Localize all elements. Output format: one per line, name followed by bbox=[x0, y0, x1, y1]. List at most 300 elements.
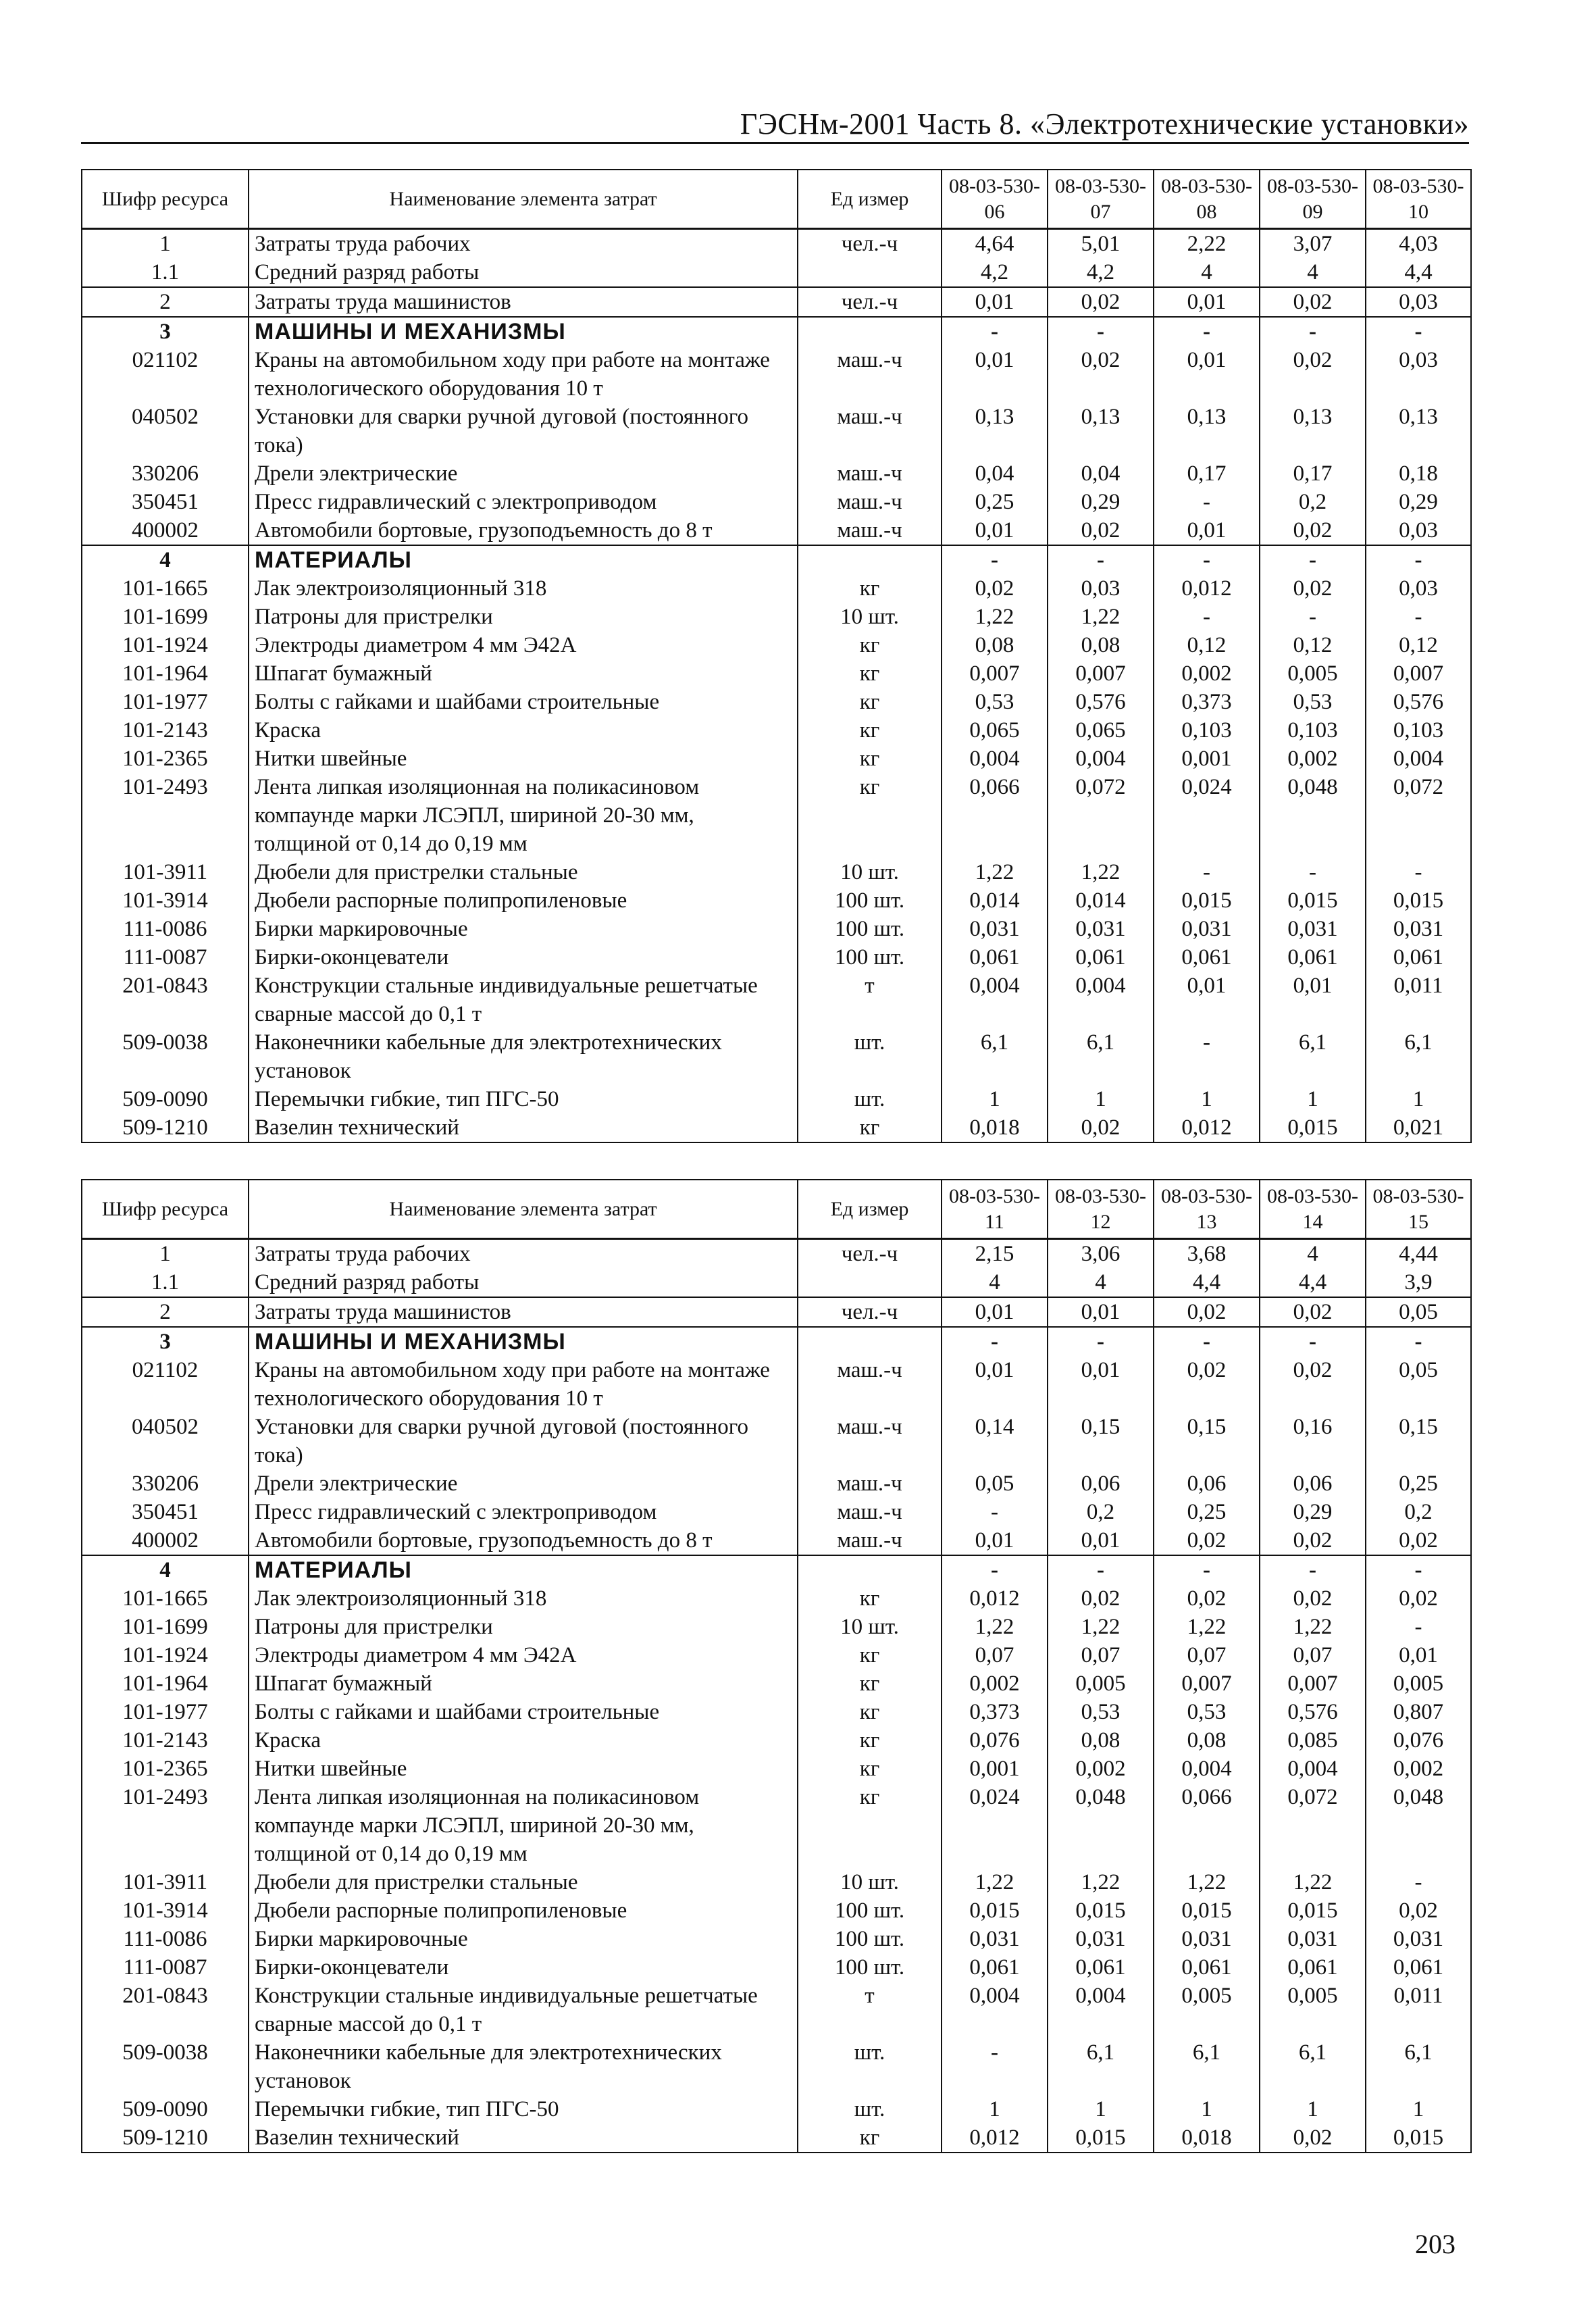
norm-code-header: 08-03-530-09 bbox=[1260, 170, 1366, 229]
norm-value: 0,072 bbox=[1260, 1783, 1366, 1868]
norm-value: 0,015 bbox=[1154, 886, 1260, 915]
unit: 10 шт. bbox=[798, 1868, 942, 1896]
norm-value: - bbox=[1260, 317, 1366, 346]
resource-code: 021102 bbox=[82, 346, 249, 403]
cost-element-name: Вазелин технический bbox=[249, 1113, 798, 1142]
norm-value: 0,048 bbox=[1260, 773, 1366, 858]
norm-value: 0,031 bbox=[1048, 915, 1154, 943]
resource-code: 330206 bbox=[82, 459, 249, 488]
norm-value: 0,011 bbox=[1366, 1982, 1471, 2038]
norm-value: 0,02 bbox=[1260, 1356, 1366, 1413]
norm-value: 0,13 bbox=[1366, 403, 1471, 459]
norm-value: - bbox=[1260, 545, 1366, 574]
cost-element-name: Нитки швейные bbox=[249, 1755, 798, 1783]
norm-value: 0,576 bbox=[1048, 688, 1154, 716]
norm-value: 0,02 bbox=[1260, 1526, 1366, 1555]
norm-value: 0,072 bbox=[1048, 773, 1154, 858]
unit: т bbox=[798, 1982, 942, 2038]
norm-value: 0,13 bbox=[1048, 403, 1154, 459]
cost-element-name: Лента липкая изоляционная на поликасиновом компаунде марки ЛСЭПЛ, шириной 20-30 мм, толщиной от 0,14 до 0,19 мм bbox=[249, 773, 798, 858]
unit: маш.-ч bbox=[798, 1413, 942, 1469]
norm-value: 0,373 bbox=[942, 1698, 1048, 1726]
norm-value: 0,002 bbox=[1366, 1755, 1471, 1783]
norm-value: 0,012 bbox=[1154, 574, 1260, 603]
cost-element-name: Болты с гайками и шайбами строительные bbox=[249, 1698, 798, 1726]
unit: маш.-ч bbox=[798, 403, 942, 459]
cost-element-name: Наконечники кабельные для электротехнических установок bbox=[249, 2038, 798, 2095]
norm-value: 1,22 bbox=[1260, 1613, 1366, 1641]
norm-value: 0,018 bbox=[1154, 2123, 1260, 2153]
norm-value: 0,012 bbox=[1154, 1113, 1260, 1142]
norm-value: 0,2 bbox=[1366, 1498, 1471, 1526]
norm-code-header: 08-03-530-13 bbox=[1154, 1180, 1260, 1239]
cost-element-name: Электроды диаметром 4 мм Э42А bbox=[249, 631, 798, 659]
norm-value: 0,25 bbox=[1366, 1469, 1471, 1498]
cost-element-name: Средний разряд работы bbox=[249, 1268, 798, 1297]
header-title: ГЭСНм-2001 Часть 8. «Электротехнические установки» bbox=[740, 107, 1469, 141]
norm-value: 0,2 bbox=[1260, 488, 1366, 516]
norm-value: 0,12 bbox=[1260, 631, 1366, 659]
table-row bbox=[82, 943, 1471, 972]
norm-value: - bbox=[1154, 603, 1260, 631]
unit: кг bbox=[798, 1113, 942, 1142]
table-row bbox=[82, 1085, 1471, 1113]
norm-value: - bbox=[1260, 858, 1366, 886]
norm-value: 0,04 bbox=[1048, 459, 1154, 488]
norm-value: 0,061 bbox=[1260, 1953, 1366, 1982]
cost-element-name: Краны на автомобильном ходу при работе на монтаже технологического оборудования 10 т bbox=[249, 1356, 798, 1413]
norm-value: 0,29 bbox=[1366, 488, 1471, 516]
resource-code: 2 bbox=[82, 287, 249, 317]
norm-value: - bbox=[942, 2038, 1048, 2095]
norm-value: 0,01 bbox=[942, 1297, 1048, 1327]
unit bbox=[798, 258, 942, 287]
norm-value: - bbox=[1048, 545, 1154, 574]
norm-value: 4 bbox=[1154, 258, 1260, 287]
norm-value: 0,29 bbox=[1260, 1498, 1366, 1526]
norm-value: 0,01 bbox=[942, 1356, 1048, 1413]
cost-element-name: Конструкции стальные индивидуальные решетчатые сварные массой до 0,1 т bbox=[249, 972, 798, 1028]
norm-value: 0,02 bbox=[1154, 1297, 1260, 1327]
norm-value: 6,1 bbox=[1260, 2038, 1366, 2095]
norm-value: 0,03 bbox=[1366, 516, 1471, 545]
norm-value: 4,2 bbox=[1048, 258, 1154, 287]
cost-element-name: МАШИНЫ И МЕХАНИЗМЫ bbox=[249, 317, 798, 346]
norm-value: 3,68 bbox=[1154, 1239, 1260, 1269]
norm-value: - bbox=[942, 1498, 1048, 1526]
table-row bbox=[82, 631, 1471, 659]
unit: маш.-ч bbox=[798, 346, 942, 403]
norm-table-1 bbox=[81, 169, 1472, 1143]
norm-value: 0,18 bbox=[1366, 459, 1471, 488]
norm-value: 0,02 bbox=[1154, 1356, 1260, 1413]
norm-value: 0,031 bbox=[1366, 1925, 1471, 1953]
norm-value: 0,002 bbox=[1260, 745, 1366, 773]
unit: 10 шт. bbox=[798, 1613, 942, 1641]
unit: кг bbox=[798, 1783, 942, 1868]
code-header: Шифр ресурса bbox=[82, 1180, 249, 1239]
norm-code-header: 08-03-530-06 bbox=[942, 170, 1048, 229]
table-row bbox=[82, 858, 1471, 886]
norm-value: 4,4 bbox=[1260, 1268, 1366, 1297]
norm-value: 0,061 bbox=[1366, 943, 1471, 972]
norm-value: 0,048 bbox=[1366, 1783, 1471, 1868]
unit bbox=[798, 545, 942, 574]
unit bbox=[798, 1555, 942, 1584]
unit: 100 шт. bbox=[798, 886, 942, 915]
resource-code: 201-0843 bbox=[82, 972, 249, 1028]
norm-value: 0,085 bbox=[1260, 1726, 1366, 1755]
table-row bbox=[82, 1925, 1471, 1953]
cost-element-name: Краска bbox=[249, 1726, 798, 1755]
norm-value: 0,01 bbox=[1366, 1641, 1471, 1669]
norm-value: 0,07 bbox=[1048, 1641, 1154, 1669]
norm-value: 6,1 bbox=[942, 1028, 1048, 1085]
table-row bbox=[82, 1113, 1471, 1142]
norm-value: 0,004 bbox=[1366, 745, 1471, 773]
norm-value: 1 bbox=[942, 1085, 1048, 1113]
resource-code: 330206 bbox=[82, 1469, 249, 1498]
norm-value: - bbox=[1366, 1327, 1471, 1356]
section-row bbox=[82, 1555, 1471, 1584]
norm-value: 0,02 bbox=[1154, 1526, 1260, 1555]
norm-value: 0,07 bbox=[1260, 1641, 1366, 1669]
norm-value: 6,1 bbox=[1154, 2038, 1260, 2095]
table-row bbox=[82, 1641, 1471, 1669]
resource-code: 021102 bbox=[82, 1356, 249, 1413]
norm-value: 1 bbox=[1260, 1085, 1366, 1113]
unit: 100 шт. bbox=[798, 1896, 942, 1925]
resource-code: 1 bbox=[82, 1239, 249, 1269]
norm-value: 0,05 bbox=[1366, 1356, 1471, 1413]
norm-value: 3,9 bbox=[1366, 1268, 1471, 1297]
norm-value: 0,015 bbox=[1366, 2123, 1471, 2153]
name-header: Наименование элемента затрат bbox=[249, 170, 798, 229]
norm-value: - bbox=[942, 545, 1048, 574]
cost-element-name: Лак электроизоляционный 318 bbox=[249, 1584, 798, 1613]
norm-value: 1 bbox=[1154, 1085, 1260, 1113]
norm-value: 0,2 bbox=[1048, 1498, 1154, 1526]
norm-value: 1 bbox=[1260, 2095, 1366, 2123]
norm-value: 0,15 bbox=[1154, 1413, 1260, 1469]
norm-value: 0,002 bbox=[1154, 659, 1260, 688]
resource-code: 040502 bbox=[82, 403, 249, 459]
resource-code: 509-1210 bbox=[82, 2123, 249, 2153]
norm-value: 0,02 bbox=[1260, 1584, 1366, 1613]
norm-value: 0,01 bbox=[1154, 972, 1260, 1028]
norm-value: 0,01 bbox=[1154, 346, 1260, 403]
unit: маш.-ч bbox=[798, 1469, 942, 1498]
norm-value: 0,12 bbox=[1366, 631, 1471, 659]
unit bbox=[798, 317, 942, 346]
norm-value: 1,22 bbox=[1154, 1868, 1260, 1896]
norm-value: 0,576 bbox=[1260, 1698, 1366, 1726]
norm-value: 0,061 bbox=[942, 1953, 1048, 1982]
cost-element-name: Вазелин технический bbox=[249, 2123, 798, 2153]
norm-value: 0,066 bbox=[942, 773, 1048, 858]
norm-value: 4,64 bbox=[942, 229, 1048, 259]
unit: кг bbox=[798, 773, 942, 858]
norm-value: 0,02 bbox=[1154, 1584, 1260, 1613]
norm-value: 0,011 bbox=[1366, 972, 1471, 1028]
norm-value: - bbox=[1154, 488, 1260, 516]
table-row bbox=[82, 574, 1471, 603]
table-row bbox=[82, 1297, 1471, 1327]
norm-value: 0,01 bbox=[1154, 516, 1260, 545]
norm-value: 0,01 bbox=[1048, 1526, 1154, 1555]
norm-value: 0,01 bbox=[942, 1526, 1048, 1555]
cost-element-name: Затраты труда машинистов bbox=[249, 1297, 798, 1327]
norm-code-header: 08-03-530-10 bbox=[1366, 170, 1471, 229]
table-row bbox=[82, 516, 1471, 545]
norm-value: 4 bbox=[1260, 258, 1366, 287]
resource-code: 400002 bbox=[82, 1526, 249, 1555]
norm-value: 1,22 bbox=[1048, 858, 1154, 886]
resource-code: 111-0086 bbox=[82, 1925, 249, 1953]
cost-element-name: Шпагат бумажный bbox=[249, 659, 798, 688]
norm-value: 0,015 bbox=[1260, 886, 1366, 915]
norm-value: 4,4 bbox=[1366, 258, 1471, 287]
unit bbox=[798, 1268, 942, 1297]
norm-value: - bbox=[1366, 1555, 1471, 1584]
norm-value: 0,061 bbox=[1048, 943, 1154, 972]
norm-value: 0,53 bbox=[1154, 1698, 1260, 1726]
unit: маш.-ч bbox=[798, 1526, 942, 1555]
cost-element-name: Патроны для пристрелки bbox=[249, 603, 798, 631]
norm-code-header: 08-03-530-15 bbox=[1366, 1180, 1471, 1239]
norm-value: 0,012 bbox=[942, 2123, 1048, 2153]
norm-value: 0,25 bbox=[942, 488, 1048, 516]
cost-element-name: Дюбели для пристрелки стальные bbox=[249, 1868, 798, 1896]
norm-value: 0,004 bbox=[942, 972, 1048, 1028]
cost-element-name: Бирки-оконцеватели bbox=[249, 943, 798, 972]
norm-value: 0,29 bbox=[1048, 488, 1154, 516]
norm-value: 0,066 bbox=[1154, 1783, 1260, 1868]
norm-value: 1 bbox=[1048, 2095, 1154, 2123]
norm-value: 0,15 bbox=[1366, 1413, 1471, 1469]
unit: чел.-ч bbox=[798, 287, 942, 317]
norm-value: 1,22 bbox=[942, 858, 1048, 886]
norm-value: 4 bbox=[1260, 1239, 1366, 1269]
header-row bbox=[82, 170, 1471, 229]
norm-value: 0,007 bbox=[1048, 659, 1154, 688]
norm-value: 0,04 bbox=[942, 459, 1048, 488]
norm-value: 0,061 bbox=[1154, 943, 1260, 972]
norm-value: - bbox=[942, 1327, 1048, 1356]
resource-code: 101-1924 bbox=[82, 1641, 249, 1669]
norm-value: 4,44 bbox=[1366, 1239, 1471, 1269]
unit: кг bbox=[798, 1641, 942, 1669]
resource-code: 101-1964 bbox=[82, 659, 249, 688]
unit-header: Ед измер bbox=[798, 170, 942, 229]
resource-code: 111-0086 bbox=[82, 915, 249, 943]
norm-value: 0,004 bbox=[942, 1982, 1048, 2038]
norm-value: - bbox=[1048, 317, 1154, 346]
unit: кг bbox=[798, 745, 942, 773]
cost-element-name: Средний разряд работы bbox=[249, 258, 798, 287]
resource-code: 509-1210 bbox=[82, 1113, 249, 1142]
norm-value: 0,16 bbox=[1260, 1413, 1366, 1469]
norm-value: 0,004 bbox=[942, 745, 1048, 773]
norm-value: 1,22 bbox=[942, 603, 1048, 631]
norm-value: - bbox=[1154, 1555, 1260, 1584]
resource-code: 3 bbox=[82, 317, 249, 346]
unit: 10 шт. bbox=[798, 858, 942, 886]
norm-value: 0,13 bbox=[942, 403, 1048, 459]
norm-value: 0,576 bbox=[1366, 688, 1471, 716]
norm-value: 0,005 bbox=[1048, 1669, 1154, 1698]
table-row bbox=[82, 229, 1471, 259]
table-row bbox=[82, 403, 1471, 459]
norm-value: 0,14 bbox=[942, 1413, 1048, 1469]
norm-value: - bbox=[1260, 1555, 1366, 1584]
norm-value: 0,103 bbox=[1154, 716, 1260, 745]
resource-code: 101-1977 bbox=[82, 688, 249, 716]
norm-value: 0,002 bbox=[942, 1669, 1048, 1698]
norm-value: 0,021 bbox=[1366, 1113, 1471, 1142]
norm-value: - bbox=[1048, 1327, 1154, 1356]
norm-value: 0,08 bbox=[1048, 1726, 1154, 1755]
norm-value: 0,007 bbox=[942, 659, 1048, 688]
resource-code: 101-1964 bbox=[82, 1669, 249, 1698]
table-row bbox=[82, 659, 1471, 688]
unit: маш.-ч bbox=[798, 516, 942, 545]
cost-element-name: Дюбели распорные полипропиленовые bbox=[249, 886, 798, 915]
norm-value: 0,02 bbox=[1048, 1113, 1154, 1142]
norm-value: 0,02 bbox=[1366, 1584, 1471, 1613]
table-row bbox=[82, 1498, 1471, 1526]
table-row bbox=[82, 1356, 1471, 1413]
cost-element-name: Шпагат бумажный bbox=[249, 1669, 798, 1698]
cost-element-name: МАТЕРИАЛЫ bbox=[249, 545, 798, 574]
cost-element-name: Дюбели распорные полипропиленовые bbox=[249, 1896, 798, 1925]
norm-value: 6,1 bbox=[1366, 2038, 1471, 2095]
norm-code-header: 08-03-530-11 bbox=[942, 1180, 1048, 1239]
norm-code-header: 08-03-530-08 bbox=[1154, 170, 1260, 229]
cost-element-name: Конструкции стальные индивидуальные решетчатые сварные массой до 0,1 т bbox=[249, 1982, 798, 2038]
norm-value: 4,2 bbox=[942, 258, 1048, 287]
cost-element-name: Автомобили бортовые, грузоподъемность до 8 т bbox=[249, 1526, 798, 1555]
unit: 10 шт. bbox=[798, 603, 942, 631]
norm-value: 0,001 bbox=[1154, 745, 1260, 773]
norm-value: 0,807 bbox=[1366, 1698, 1471, 1726]
table-row bbox=[82, 1268, 1471, 1297]
table-row bbox=[82, 2038, 1471, 2095]
norm-value: 0,061 bbox=[1154, 1953, 1260, 1982]
table-row bbox=[82, 1982, 1471, 2038]
name-header: Наименование элемента затрат bbox=[249, 1180, 798, 1239]
unit: шт. bbox=[798, 1028, 942, 1085]
norm-value: 0,007 bbox=[1154, 1669, 1260, 1698]
norm-value: 0,05 bbox=[942, 1469, 1048, 1498]
cost-element-name: МАТЕРИАЛЫ bbox=[249, 1555, 798, 1584]
norm-value: 0,08 bbox=[1048, 631, 1154, 659]
table-row bbox=[82, 258, 1471, 287]
norm-value: 6,1 bbox=[1260, 1028, 1366, 1085]
norm-value: 0,007 bbox=[1366, 659, 1471, 688]
norm-value: 4,4 bbox=[1154, 1268, 1260, 1297]
norm-value: 0,031 bbox=[942, 915, 1048, 943]
norm-value: - bbox=[1366, 1613, 1471, 1641]
norm-value: 0,17 bbox=[1154, 459, 1260, 488]
norm-value: 1 bbox=[1366, 2095, 1471, 2123]
table-row bbox=[82, 2095, 1471, 2123]
norm-value: 0,015 bbox=[1048, 2123, 1154, 2153]
resource-code: 2 bbox=[82, 1297, 249, 1327]
resource-code: 101-3914 bbox=[82, 886, 249, 915]
norm-value: 2,22 bbox=[1154, 229, 1260, 259]
norm-value: 0,031 bbox=[1366, 915, 1471, 943]
resource-code: 101-1924 bbox=[82, 631, 249, 659]
table-row bbox=[82, 1698, 1471, 1726]
resource-code: 1.1 bbox=[82, 1268, 249, 1297]
norm-value: 0,004 bbox=[1048, 972, 1154, 1028]
norm-value: - bbox=[1366, 545, 1471, 574]
norm-value: 0,002 bbox=[1048, 1755, 1154, 1783]
norm-value: 0,08 bbox=[942, 631, 1048, 659]
unit: кг bbox=[798, 2123, 942, 2153]
cost-element-name: Бирки маркировочные bbox=[249, 1925, 798, 1953]
unit: маш.-ч bbox=[798, 488, 942, 516]
norm-value: - bbox=[1154, 1327, 1260, 1356]
unit: чел.-ч bbox=[798, 1239, 942, 1269]
unit: кг bbox=[798, 1726, 942, 1755]
norm-value: 0,01 bbox=[1260, 972, 1366, 1028]
table-row bbox=[82, 688, 1471, 716]
norm-value: - bbox=[942, 317, 1048, 346]
norm-code-header: 08-03-530-12 bbox=[1048, 1180, 1154, 1239]
norm-value: 0,53 bbox=[1260, 688, 1366, 716]
norm-value: 3,06 bbox=[1048, 1239, 1154, 1269]
norm-value: 0,103 bbox=[1366, 716, 1471, 745]
norm-value: 0,004 bbox=[1260, 1755, 1366, 1783]
norm-value: 6,1 bbox=[1048, 1028, 1154, 1085]
norm-value: 0,01 bbox=[1048, 1356, 1154, 1413]
norm-value: 0,01 bbox=[942, 516, 1048, 545]
norm-value: - bbox=[1366, 317, 1471, 346]
unit: шт. bbox=[798, 1085, 942, 1113]
cost-element-name: Дюбели для пристрелки стальные bbox=[249, 858, 798, 886]
header-row bbox=[82, 1180, 1471, 1239]
table-row bbox=[82, 2123, 1471, 2153]
page-number: 203 bbox=[1415, 2229, 1456, 2259]
unit: кг bbox=[798, 1698, 942, 1726]
cost-element-name: Дрели электрические bbox=[249, 459, 798, 488]
norm-value: 0,015 bbox=[1260, 1113, 1366, 1142]
norm-value: 0,02 bbox=[1048, 1584, 1154, 1613]
cost-element-name: Нитки швейные bbox=[249, 745, 798, 773]
resource-code: 101-2143 bbox=[82, 716, 249, 745]
table-row bbox=[82, 1613, 1471, 1641]
norm-value: - bbox=[1260, 1327, 1366, 1356]
norm-value: 0,13 bbox=[1154, 403, 1260, 459]
unit: шт. bbox=[798, 2095, 942, 2123]
unit: шт. bbox=[798, 2038, 942, 2095]
resource-code: 509-0090 bbox=[82, 2095, 249, 2123]
resource-code: 101-1665 bbox=[82, 574, 249, 603]
page-header bbox=[81, 101, 1469, 144]
norm-value: 0,03 bbox=[1366, 346, 1471, 403]
norm-value: 0,031 bbox=[1260, 1925, 1366, 1953]
norm-value: 0,004 bbox=[1048, 1982, 1154, 2038]
norm-value: 0,015 bbox=[942, 1896, 1048, 1925]
resource-code: 101-3911 bbox=[82, 1868, 249, 1896]
unit: маш.-ч bbox=[798, 1356, 942, 1413]
unit: кг bbox=[798, 688, 942, 716]
cost-element-name: Автомобили бортовые, грузоподъемность до 8 т bbox=[249, 516, 798, 545]
norm-value: 6,1 bbox=[1048, 2038, 1154, 2095]
norm-value: 0,004 bbox=[1154, 1755, 1260, 1783]
